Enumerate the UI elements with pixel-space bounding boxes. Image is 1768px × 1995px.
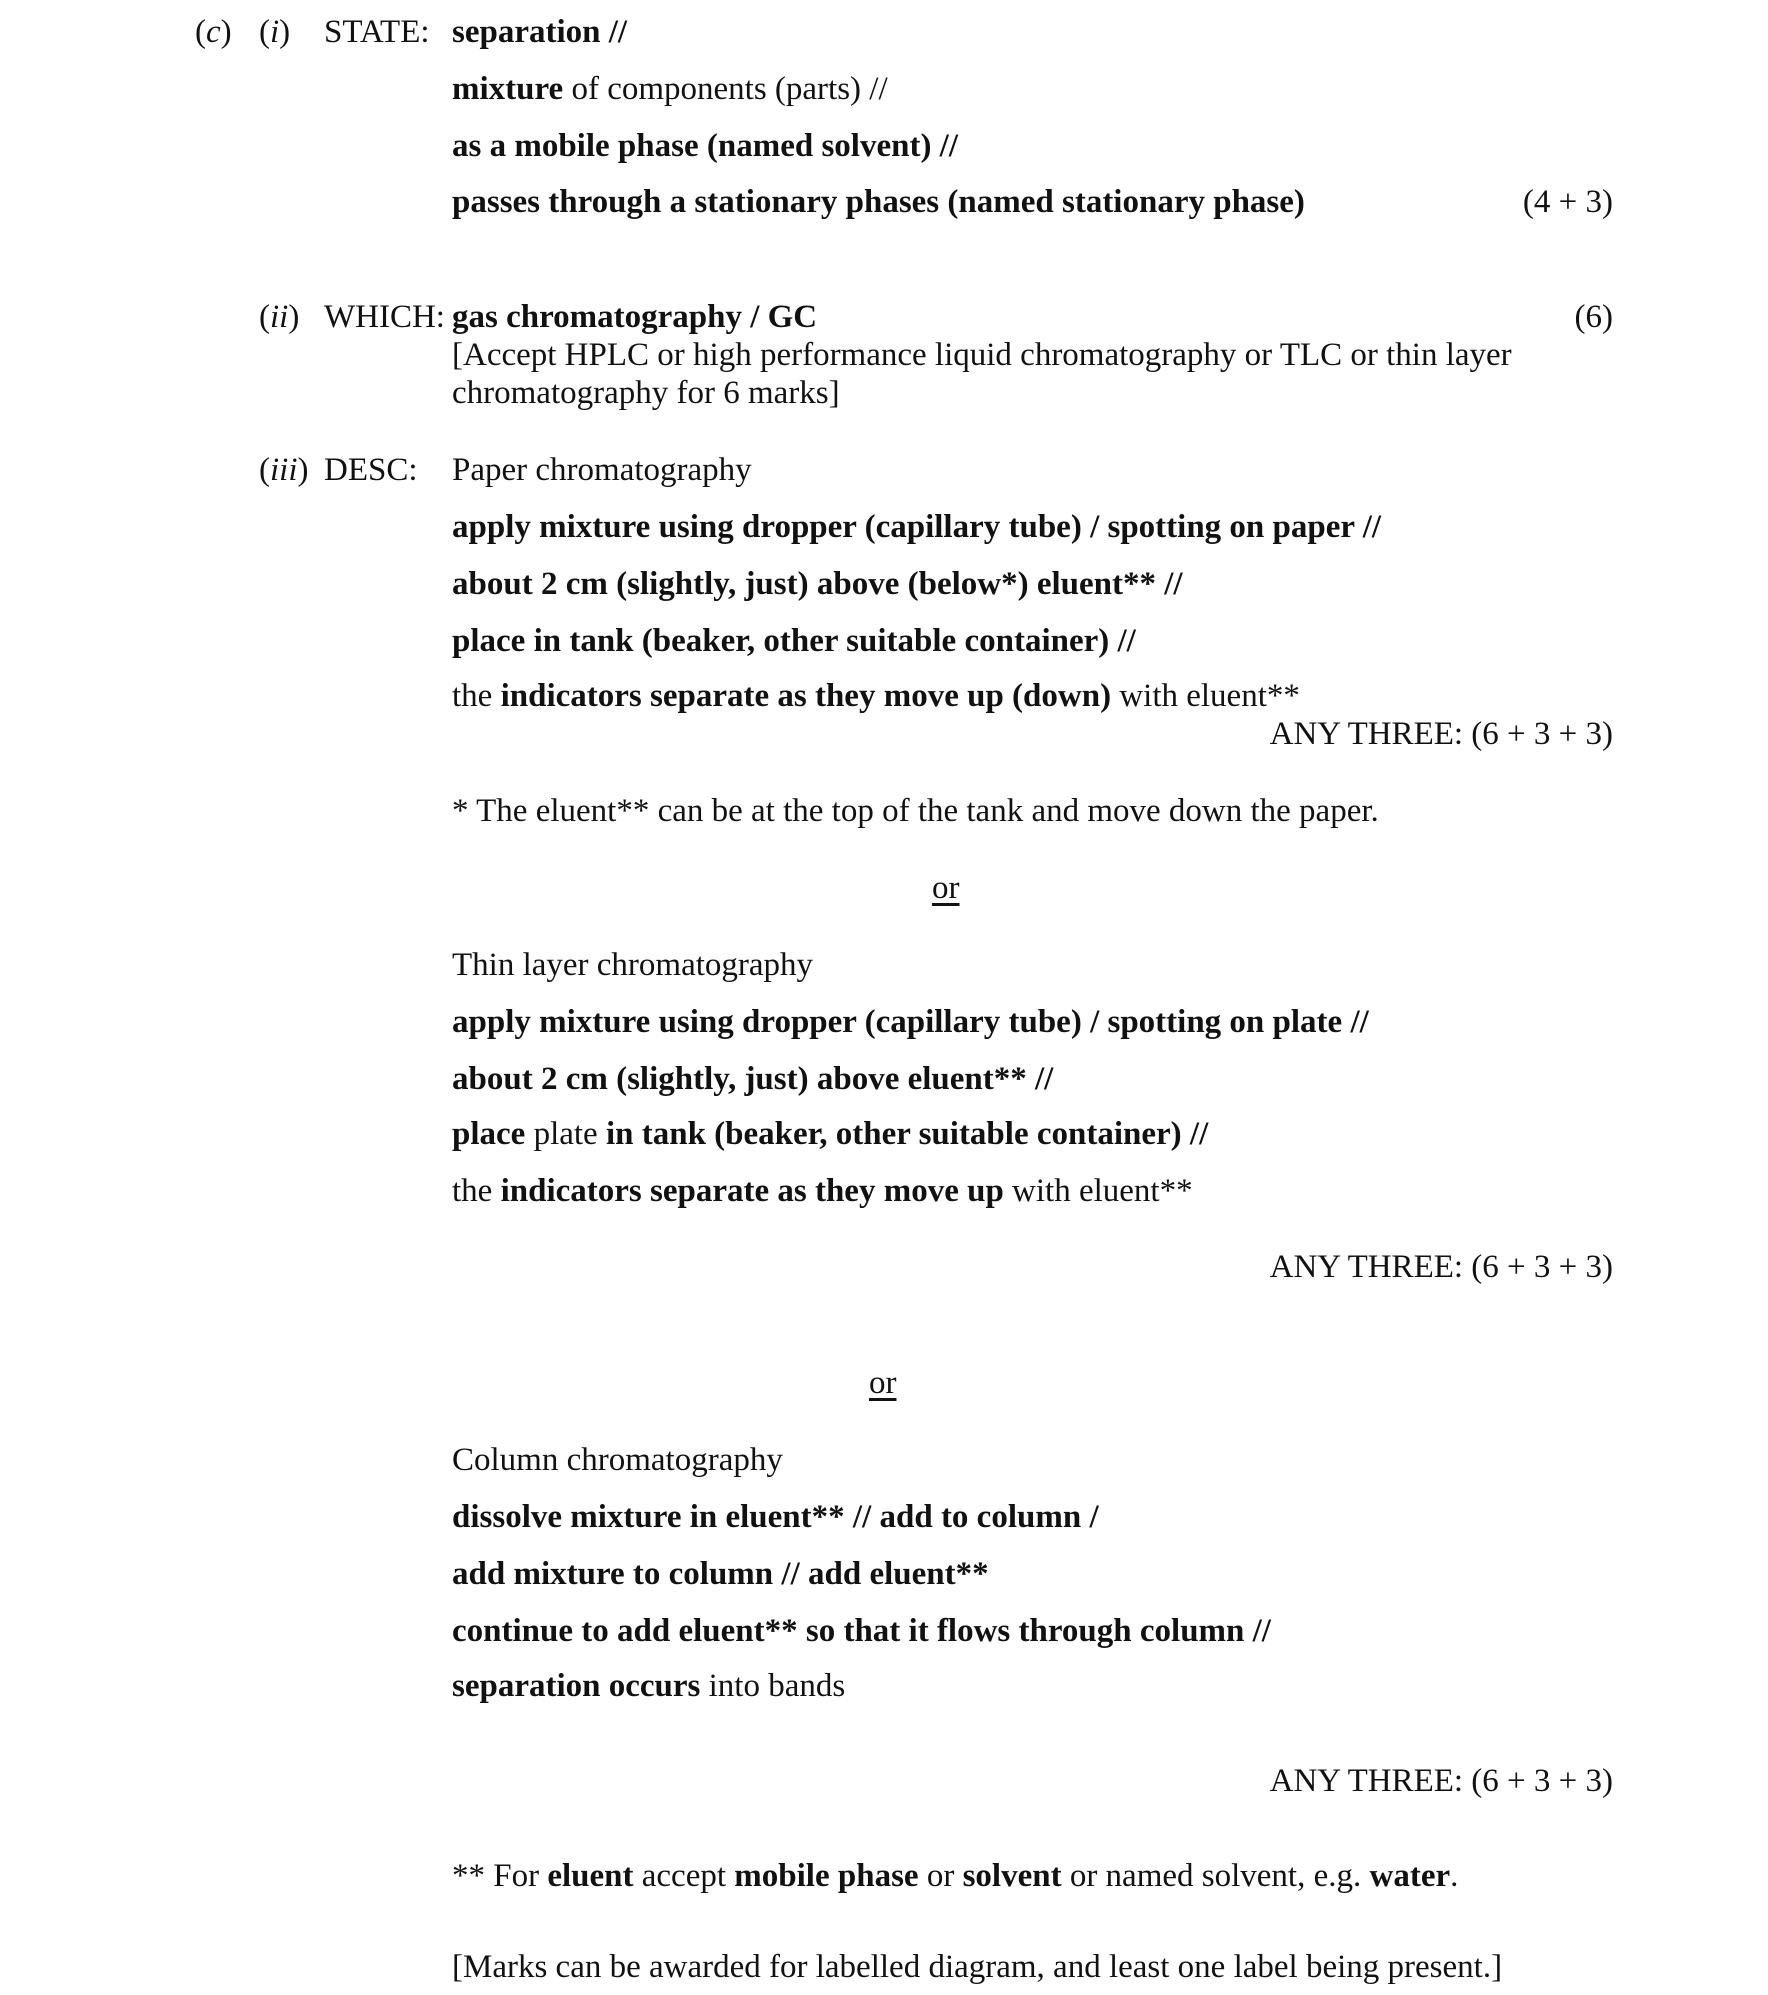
bold-text-segment: separation // <box>452 14 628 50</box>
column-marks: ANY THREE: (6 + 3 + 3) <box>1269 1763 1613 1799</box>
sub-ii-numeral: ii <box>270 299 289 335</box>
sub-ii-note-line1: [Accept HPLC or high performance liquid chromatography or TLC or thin layer <box>452 337 1512 373</box>
bold-text-segment: apply mixture using dropper (capillary tube) / spotting on paper // <box>452 509 1382 545</box>
bold-text-segment: apply mixture using dropper (capillary tube) / spotting on plate // <box>452 1004 1369 1040</box>
method-title-column: Column chromatography <box>452 1442 783 1478</box>
bold-text-segment: place <box>452 1116 526 1152</box>
sub-i-marks: (4 + 3) <box>1522 184 1613 220</box>
text-segment: with eluent** <box>1003 1173 1193 1209</box>
sub-ii-note-line2: chromatography for 6 marks] <box>452 375 840 411</box>
text-segment: accept <box>633 1858 735 1894</box>
paper-marks: ANY THREE: (6 + 3 + 3) <box>1269 716 1613 752</box>
bold-text-segment: about 2 cm (slightly, just) above eluent** // <box>452 1061 1054 1097</box>
sub-ii-label: (ii) <box>259 299 300 335</box>
column-line <box>452 1666 845 1706</box>
bold-text-segment: solvent <box>962 1858 1062 1894</box>
column-line <box>452 1611 1271 1651</box>
sub-iii-command: DESC: <box>324 452 418 488</box>
sub-ii-command: WHICH: <box>324 299 445 335</box>
tlc-line <box>452 1114 1208 1154</box>
text-segment: into bands <box>700 1668 846 1704</box>
text-segment: ** For <box>452 1858 548 1894</box>
bold-text-segment: passes through a stationary phases (named stationary phase) <box>452 184 1305 220</box>
sub-i-line <box>452 12 627 52</box>
text-segment: or <box>918 1858 963 1894</box>
text-segment: the <box>452 678 501 714</box>
bold-text-segment: indicators separate as they move up (down) <box>500 678 1112 714</box>
part-letter: c <box>206 14 221 50</box>
bold-text-segment: indicators separate as they move up <box>500 1173 1004 1209</box>
bold-text-segment: place in tank (beaker, other suitable container) // <box>452 623 1136 659</box>
bold-text-segment: about 2 cm (slightly, just) above (below*) eluent** // <box>452 566 1183 602</box>
tlc-line <box>452 1002 1369 1042</box>
bold-text-segment: dissolve mixture in eluent** // add to column / <box>452 1499 1099 1535</box>
method-title-tlc: Thin layer chromatography <box>452 947 814 983</box>
diagram-note: [Marks can be awarded for labelled diagram, and least one label being present.] <box>452 1949 1503 1985</box>
bold-text-segment: as a mobile phase (named solvent) // <box>452 128 959 164</box>
part-label: (c) <box>195 14 232 50</box>
paper-line <box>452 564 1183 604</box>
paper-line <box>452 676 1300 716</box>
column-line <box>452 1497 1099 1537</box>
sub-i-line <box>452 69 888 109</box>
tlc-line <box>452 1059 1053 1099</box>
text-segment: of components (parts) // <box>563 71 888 107</box>
bold-text-segment: add mixture to column // add eluent** <box>452 1556 989 1592</box>
text-segment: . <box>1450 1858 1459 1894</box>
eluent-note <box>452 1856 1458 1896</box>
paper-line <box>452 507 1381 547</box>
sub-i-line <box>452 182 1305 222</box>
method-title-paper: Paper chromatography <box>452 452 752 488</box>
sub-iii-label: (iii) <box>259 452 309 488</box>
sub-ii-marks: (6) <box>1574 299 1613 335</box>
separator-or: or <box>932 870 960 906</box>
bold-text-segment: continue to add eluent** so that it flows through column // <box>452 1613 1271 1649</box>
tlc-marks: ANY THREE: (6 + 3 + 3) <box>1269 1249 1613 1285</box>
bold-text-segment: mixture <box>452 71 564 107</box>
bold-text-segment: water <box>1369 1858 1451 1894</box>
bold-text-segment: mobile phase <box>734 1858 919 1894</box>
sub-i-command: STATE: <box>324 14 430 50</box>
bold-text-segment: in tank (beaker, other suitable container) // <box>605 1116 1209 1152</box>
sub-i-numeral: i <box>270 14 280 50</box>
separator-or: or <box>869 1365 897 1401</box>
sub-ii-answer: gas chromatography / GC <box>452 299 818 335</box>
sub-iii-numeral: iii <box>270 452 298 488</box>
text-segment: with eluent** <box>1111 678 1300 714</box>
bold-text-segment: separation occurs <box>452 1668 701 1704</box>
paper-footnote: * The eluent** can be at the top of the tank and move down the paper. <box>452 793 1379 829</box>
paper-line <box>452 621 1136 661</box>
text-segment: the <box>452 1173 501 1209</box>
sub-i-label: (i) <box>259 14 291 50</box>
column-line <box>452 1554 989 1594</box>
sub-i-line <box>452 126 958 166</box>
bold-text-segment: eluent <box>547 1858 634 1894</box>
text-segment: or named solvent, e.g. <box>1061 1858 1370 1894</box>
tlc-line <box>452 1171 1193 1211</box>
text-segment: plate <box>525 1116 606 1152</box>
